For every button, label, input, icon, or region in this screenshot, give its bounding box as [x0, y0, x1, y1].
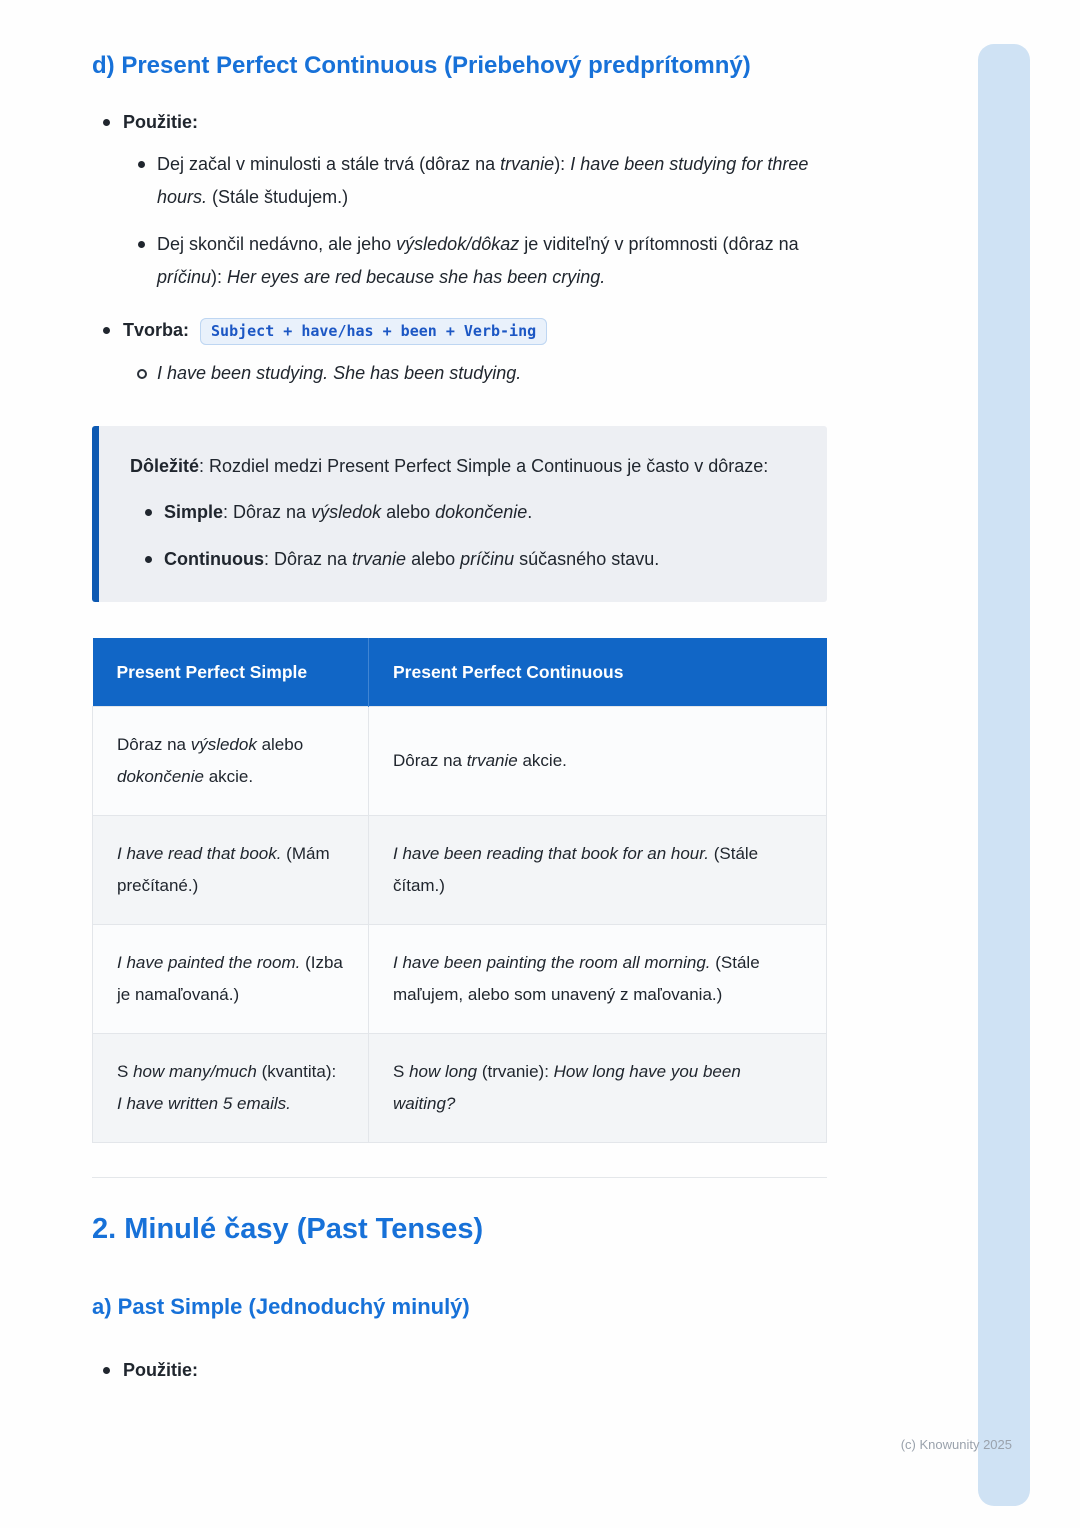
text-run: trvanie: [466, 751, 518, 770]
tvorba-line: [123, 320, 547, 340]
callout-intro: [130, 450, 793, 483]
table-cell: [369, 707, 827, 816]
text-run: Použitie:: [123, 1360, 198, 1380]
text-run: ):: [554, 154, 571, 174]
text-run: Použitie:: [123, 112, 198, 132]
comparison-table-head: [93, 638, 827, 707]
text-run: Her eyes are red because she has been crying.: [227, 267, 606, 287]
text-run: akcie.: [517, 751, 567, 770]
text-run: how many/much: [133, 1062, 257, 1081]
text-run: Dôraz na: [117, 735, 191, 754]
scrollbar-thumb[interactable]: [978, 44, 1030, 1506]
section-heading-past-simple: a) Past Simple (Jednoduchý minulý): [92, 1294, 470, 1319]
table-cell: [369, 1034, 827, 1143]
text-run: súčasného stavu.: [514, 549, 660, 569]
text-run: ):: [211, 267, 228, 287]
tvorba-example-list: [123, 357, 827, 390]
callout-item-simple: [130, 496, 793, 529]
text-run: (Mám prečítané.): [117, 844, 330, 895]
text-run: príčinu: [460, 549, 515, 569]
text-run: : Dôraz na: [263, 549, 353, 569]
text-run: How long have you been waiting?: [393, 1062, 741, 1113]
table-row: [93, 816, 827, 925]
text-run: dokončenie: [435, 502, 528, 522]
text-run: I have been studying. She has been studying.: [157, 363, 522, 383]
text-run: Simple: [164, 502, 224, 522]
bullet-tvorba-example: [123, 357, 827, 390]
text-run: príčinu: [157, 267, 212, 287]
comparison-table-body: [93, 707, 827, 1143]
text-run: dokončenie: [117, 767, 204, 786]
pouzitie-label: [123, 112, 198, 132]
text-run: (trvanie):: [477, 1062, 554, 1081]
usage-sublist: [123, 148, 827, 294]
inline-code-chip: Subject + have/has + been + Verb-ing: [200, 318, 547, 345]
table-cell: [369, 925, 827, 1034]
text-run: trvanie: [352, 549, 407, 569]
text-run: trvanie: [500, 154, 555, 174]
section-heading-past-tenses: 2. Minulé časy (Past Tenses): [92, 1213, 484, 1245]
section-divider: [92, 1177, 827, 1178]
text-run: Dôležité: [130, 456, 200, 476]
text-run: Dej začal v minulosti a stále trvá (dôraz na: [157, 154, 501, 174]
text-run: Tvorba:: [123, 320, 190, 340]
callout-list: [130, 496, 793, 576]
text-run: I have read that book.: [117, 844, 282, 863]
text-run: výsledok/dôkaz: [396, 234, 520, 254]
past-simple-usage-list: [92, 1354, 827, 1387]
text-run: I have been painting the room all morning.: [393, 953, 711, 972]
table-cell: [93, 925, 369, 1034]
text-run: : Dôraz na: [223, 502, 312, 522]
text-run: I have written 5 emails.: [117, 1094, 291, 1113]
text-run: alebo: [256, 735, 304, 754]
table-row: [93, 1034, 827, 1143]
text-run: I have been studying for three hours.: [157, 154, 809, 207]
text-run: alebo: [406, 549, 461, 569]
bullet-item-pouzitie-past: [92, 1354, 827, 1387]
text-run: S: [117, 1062, 134, 1081]
section-heading-present-perfect-continuous: d) Present Perfect Continuous (Priebehový predprítomný): [92, 52, 751, 79]
table-cell: [93, 707, 369, 816]
text-run: výsledok: [311, 502, 382, 522]
table-row: [93, 707, 827, 816]
text-run: (Stále čítam.): [393, 844, 759, 895]
text-run: (Izba je namaľovaná.): [117, 953, 343, 1004]
text-run: Dej skončil nedávno, ale jeho: [157, 234, 397, 254]
table-header-cell: Present Perfect Continuous: [369, 638, 827, 707]
table-cell: [93, 1034, 369, 1143]
text-run: S: [393, 1062, 410, 1081]
text-run: akcie.: [203, 767, 254, 786]
text-run: (Stále študujem.): [207, 187, 349, 207]
text-run: [189, 320, 194, 340]
text-run: : Rozdiel medzi Present Perfect Simple a Continuous je často v dôraze:: [199, 456, 769, 476]
text-run: je viditeľný v prítomnosti (dôraz na: [519, 234, 799, 254]
table-cell: [369, 816, 827, 925]
bullet-usage-2: [123, 228, 827, 294]
table-header-cell: Present Perfect Simple: [93, 638, 369, 707]
text-run: .: [527, 502, 533, 522]
table-header-row: [93, 638, 827, 707]
text-run: how long: [409, 1062, 478, 1081]
important-callout: [92, 426, 827, 602]
bullet-usage-1: [123, 148, 827, 214]
bullet-item-tvorba: [92, 314, 827, 390]
text-run: (kvantita):: [256, 1062, 337, 1081]
copyright-watermark: (c) Knowunity 2025: [900, 1437, 1012, 1452]
usage-list: [92, 106, 827, 390]
text-run: (Stále maľujem, alebo som unavený z maľovania.): [393, 953, 760, 1004]
bullet-item-pouzitie: [92, 106, 827, 294]
text-run: alebo: [381, 502, 436, 522]
table-row: [93, 925, 827, 1034]
text-run: výsledok: [190, 735, 257, 754]
text-run: I have painted the room.: [117, 953, 301, 972]
callout-item-continuous: [130, 543, 793, 576]
text-run: I have been reading that book for an hour.: [393, 844, 709, 863]
comparison-table: [92, 638, 827, 1143]
table-cell: [93, 816, 369, 925]
text-run: Continuous: [164, 549, 264, 569]
text-run: Dôraz na: [393, 751, 467, 770]
